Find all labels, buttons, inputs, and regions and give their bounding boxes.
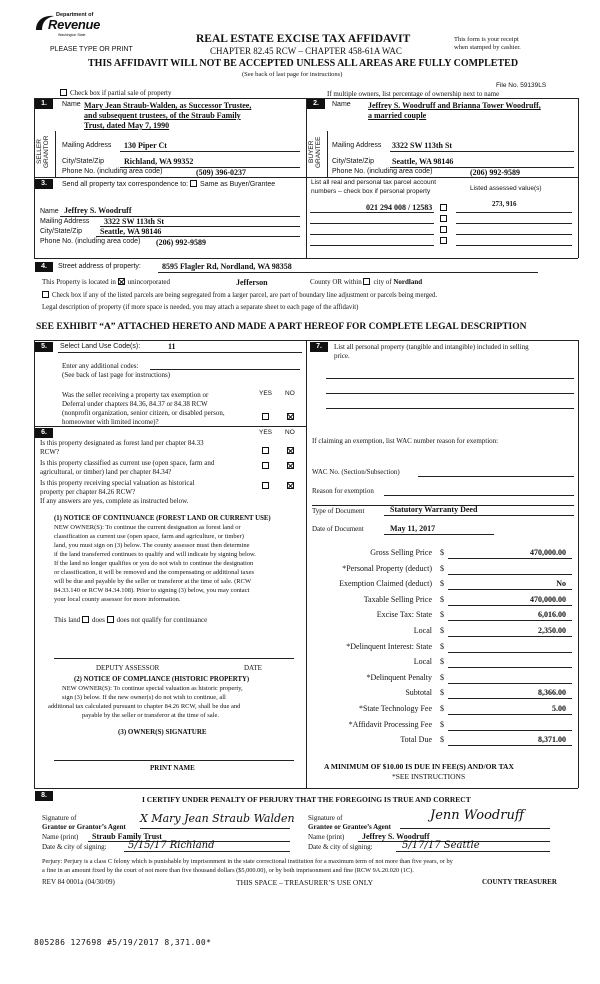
multiple-owners-note: If multiple owners, list percentage of ownership next to name bbox=[327, 90, 500, 98]
historic-yes-checkbox[interactable] bbox=[262, 481, 272, 490]
tax-row-value[interactable]: 8,371.00 bbox=[538, 735, 566, 744]
forest-q-b: RCW? bbox=[40, 448, 60, 456]
logo-line1: Department of bbox=[56, 12, 94, 18]
tax-row-label: Subtotal bbox=[405, 688, 432, 697]
parcel-checkbox-4[interactable] bbox=[440, 236, 450, 245]
deputy-assessor-label: DEPUTY ASSESSOR bbox=[96, 664, 160, 672]
same-as-buyer-checkbox[interactable] bbox=[190, 180, 197, 187]
does-not-checkbox[interactable] bbox=[107, 616, 114, 623]
tax-row-dollar: $ bbox=[440, 626, 444, 635]
this-land-label: This land bbox=[54, 616, 81, 624]
logo-state: Washington State bbox=[58, 33, 86, 37]
unincorporated-checkbox[interactable] bbox=[118, 278, 125, 285]
city-of-text: city of bbox=[373, 278, 392, 286]
notice-1-l8: 84.33.140 or RCW 84.34.108). Prior to signing (3) below, you may contact bbox=[54, 587, 250, 594]
section-5-number: 5. bbox=[35, 342, 53, 352]
historic-no-checkbox[interactable] bbox=[287, 481, 297, 490]
perjury-line-1: Perjury: Perjury is a class C felony which is punishable by imprisonment in the state correctional institution for a maximum term of not more than five years, or by bbox=[42, 858, 453, 865]
seller-phone-label: Phone No. (including area code) bbox=[62, 168, 163, 175]
print-name-label: PRINT NAME bbox=[150, 764, 195, 772]
see-back: (See back of last page for instructions) bbox=[242, 71, 343, 78]
notice-1-l1: NEW OWNER(S): To continue the current designation as forest land or bbox=[54, 524, 241, 531]
buyer-side-label: BUYER GRANTEE bbox=[308, 136, 322, 168]
current-use-no-checkbox[interactable] bbox=[287, 461, 297, 470]
seller-side-label: SELLER GRANTOR bbox=[36, 135, 50, 169]
receipt-note-2: when stamped by cashier. bbox=[454, 44, 521, 51]
seller-name-line3: Trust, dated May 7, 1990 bbox=[84, 121, 170, 130]
file-number: File No. 59139LS bbox=[496, 82, 547, 89]
corr-phone-value[interactable]: (206) 992-9589 bbox=[156, 238, 206, 247]
grantee-agent-label: Grantee or Grantee’s Agent bbox=[308, 823, 392, 831]
warning-banner: THIS AFFIDAVIT WILL NOT BE ACCEPTED UNLESS ALL AREAS ARE FULLY COMPLETED bbox=[88, 58, 519, 69]
tax-row-dollar: $ bbox=[440, 720, 444, 729]
minimum-fee-note: A MINIMUM OF $10.00 IS DUE IN FEE(S) AND/OR TAX bbox=[324, 762, 514, 771]
tax-row-label: Local bbox=[413, 657, 432, 666]
tax-row-dollar: $ bbox=[440, 735, 444, 744]
tax-row-label: *State Technology Fee bbox=[358, 704, 432, 713]
seller-name-label: Name bbox=[62, 101, 81, 108]
seller-city-value[interactable]: Richland, WA 99352 bbox=[124, 157, 194, 166]
buyer-city-label: City/State/Zip bbox=[332, 158, 375, 165]
corr-name-value[interactable]: Jeffrey S. Woodruff bbox=[64, 206, 132, 215]
grantor-name-value[interactable]: Straub Family Trust bbox=[92, 832, 162, 841]
additional-codes-2: (See back of last page for instructions) bbox=[62, 371, 171, 379]
grantee-date-value[interactable]: 5/17/17 Seattle bbox=[402, 840, 480, 851]
tax-row-value[interactable]: 470,000.00 bbox=[530, 595, 566, 604]
exemption-yes-checkbox[interactable] bbox=[262, 412, 272, 421]
date-label: DATE bbox=[244, 664, 262, 672]
section-4-number: 4. bbox=[35, 262, 53, 272]
county-or-label bbox=[310, 278, 422, 286]
perjury-line-2: a fine in an amount fixed by the court of not more than five thousand dollars ($5,000.00), or by both imprisonment and fine (RCW 9A.20.020 (1C). bbox=[42, 867, 414, 874]
notice-1-l6: or classification, it will be removed and the compensating or additional taxes bbox=[54, 569, 254, 576]
tax-row-label: *Affidavit Processing Fee bbox=[348, 720, 432, 729]
notice-2-l2: sign (3) below. If the new owner(s) do not wish to continue, all bbox=[62, 694, 226, 701]
tax-row-label: Taxable Selling Price bbox=[363, 595, 432, 604]
tax-row-dollar: $ bbox=[440, 657, 444, 666]
street-value[interactable]: 8595 Flagler Rd, Nordland, WA 98358 bbox=[162, 262, 292, 271]
current-use-q-b: agricultural, or timber) land per chapter 84.34? bbox=[40, 468, 172, 476]
tax-row-dollar: $ bbox=[440, 548, 444, 557]
tax-row-value[interactable]: No bbox=[556, 579, 566, 588]
seller-mailing-label: Mailing Address bbox=[62, 142, 112, 149]
section-7-number: 7. bbox=[310, 342, 328, 352]
county-or-text: County OR bbox=[310, 278, 343, 286]
exemption-no-checkbox[interactable] bbox=[287, 412, 297, 421]
exemption-q1: Was the seller receiving a property tax exemption or bbox=[62, 391, 209, 399]
seller-mailing-value[interactable]: 130 Piper Ct bbox=[124, 141, 167, 150]
partial-sale-label: Check box if partial sale of property bbox=[70, 89, 172, 97]
tax-row-value[interactable]: 470,000.00 bbox=[530, 548, 566, 557]
grantee-name-value[interactable]: Jeffrey S. Woodruff bbox=[362, 832, 430, 841]
doc-type-label: Type of Document bbox=[312, 507, 365, 515]
historic-q-b: property per chapter 84.26 RCW? bbox=[40, 488, 136, 496]
corr-city-label: City/State/Zip bbox=[40, 228, 83, 235]
notice-1-l3: land, you must sign on (3) below. The county assessor must then determine bbox=[54, 542, 250, 549]
correspondence-label bbox=[62, 180, 275, 188]
grantee-name-label: Name (print) bbox=[308, 833, 345, 841]
doc-date-label: Date of Document bbox=[312, 525, 364, 533]
grantor-date-value[interactable]: 5/15/17 Richland bbox=[128, 840, 215, 851]
tax-row-value[interactable]: 5.00 bbox=[552, 704, 566, 713]
tax-row-dollar: $ bbox=[440, 595, 444, 604]
buyer-city-value[interactable]: Seattle, WA 98146 bbox=[392, 157, 454, 166]
cashier-stamp: 805286 127698 #5/19/2017 8,371.00* bbox=[34, 938, 212, 947]
buyer-name-label: Name bbox=[332, 101, 351, 108]
tax-row-label: *Delinquent Interest: State bbox=[346, 642, 432, 651]
doc-date-value[interactable]: May 11, 2017 bbox=[390, 524, 436, 533]
no-header-6: NO bbox=[285, 429, 295, 436]
notice-2-l1: NEW OWNER(S): To continue special valuation as historic property, bbox=[62, 685, 243, 692]
certify-statement: I CERTIFY UNDER PENALTY OF PERJURY THAT THE FOREGOING IS TRUE AND CORRECT bbox=[142, 795, 471, 804]
city-name-value[interactable]: Nordland bbox=[393, 278, 423, 286]
street-label: Street address of property: bbox=[58, 263, 141, 270]
parcel-checkbox-3[interactable] bbox=[440, 225, 450, 234]
notice-1-l9: your local county assessor for more information. bbox=[54, 596, 181, 603]
tax-row-label: Excise Tax: State bbox=[376, 610, 432, 619]
rev-number: REV 84 0001a (04/30/09) bbox=[42, 878, 115, 886]
notice-1-l7: will be due and payable by the seller or transferor at the time of sale. (RCW bbox=[54, 578, 252, 585]
within-city-checkbox[interactable] bbox=[363, 278, 370, 285]
does-checkbox[interactable] bbox=[82, 616, 89, 623]
does-not-label: does not qualify for continuance bbox=[116, 616, 208, 624]
notice-2-l4: payable by the seller or transferor at the time of sale. bbox=[82, 712, 219, 719]
exemption-claim-label: If claiming an exemption, list WAC number reason for exemption: bbox=[312, 437, 499, 445]
grantee-date-label: Date & city of signing: bbox=[308, 843, 373, 851]
tax-row-label: *Personal Property (deduct) bbox=[342, 564, 432, 573]
partial-sale-box[interactable] bbox=[60, 89, 67, 96]
section-3-number: 3. bbox=[35, 179, 53, 189]
section-8-number: 8. bbox=[35, 791, 53, 801]
form-title: REAL ESTATE EXCISE TAX AFFIDAVIT bbox=[196, 33, 411, 45]
grantor-date-label: Date & city of signing: bbox=[42, 843, 107, 851]
buyer-name-line1: Jeffrey S. Woodruff and Brianna Tower Woodruff, bbox=[368, 101, 541, 110]
notice-2-title: (2) NOTICE OF COMPLIANCE (HISTORIC PROPERTY) bbox=[74, 676, 250, 683]
corr-mailing-label: Mailing Address bbox=[40, 218, 90, 225]
corr-mailing-value[interactable]: 3322 SW 113th St bbox=[104, 217, 165, 226]
continuance-row bbox=[54, 616, 207, 624]
personal-property-label-1: List all personal property (tangible and intangible) included in selling bbox=[334, 343, 529, 351]
revenue-logo bbox=[34, 12, 104, 42]
seller-city-label: City/State/Zip bbox=[62, 158, 105, 165]
does-label: does bbox=[92, 616, 105, 624]
assessed-value[interactable]: 273, 916 bbox=[492, 200, 517, 208]
land-use-label: Select Land Use Code(s): bbox=[60, 343, 141, 350]
unincorporated-label: unincorporated bbox=[127, 278, 171, 286]
additional-codes-1: Enter any additional codes: bbox=[62, 362, 139, 370]
current-use-q-a: Is this property classified as current use (open space, farm and bbox=[40, 459, 215, 467]
forest-no-checkbox[interactable] bbox=[287, 446, 297, 455]
county-treasurer-label: COUNTY TREASURER bbox=[482, 878, 557, 886]
section-2-number: 2. bbox=[307, 99, 325, 109]
county-value[interactable]: Jefferson bbox=[236, 278, 268, 287]
land-use-code[interactable]: 11 bbox=[168, 342, 176, 351]
historic-q-a: Is this property receiving special valuation as historical bbox=[40, 479, 195, 487]
parcel-number[interactable]: 021 294 008 / 12583 bbox=[366, 203, 433, 212]
exhibit-banner: SEE EXHIBIT “A” ATTACHED HERETO AND MADE A PART HEREOF FOR COMPLETE LEGAL DESCRIPTION bbox=[36, 322, 527, 332]
treasurer-space-label: THIS SPACE – TREASURER’S USE ONLY bbox=[236, 878, 373, 887]
tax-row-label: Gross Selling Price bbox=[370, 548, 432, 557]
doc-type-value[interactable]: Statutory Warranty Deed bbox=[390, 505, 478, 514]
tax-row-dollar: $ bbox=[440, 642, 444, 651]
receipt-note-1: This form is your receipt bbox=[454, 36, 519, 43]
tax-row-dollar: $ bbox=[440, 688, 444, 697]
tax-row-label: *Delinquent Penalty bbox=[366, 673, 432, 682]
buyer-mailing-label: Mailing Address bbox=[332, 142, 382, 149]
tax-row-dollar: $ bbox=[440, 564, 444, 573]
corr-name-label: Name bbox=[40, 208, 59, 215]
if-yes-note: If any answers are yes, complete as instructed below. bbox=[40, 497, 189, 505]
grantee-signature[interactable]: Jenn Woodruff bbox=[430, 808, 525, 823]
reason-label: Reason for exemption bbox=[312, 487, 374, 495]
tax-row-value[interactable]: 6,016.00 bbox=[538, 610, 566, 619]
no-header-5: NO bbox=[285, 390, 295, 397]
section-6-number: 6. bbox=[35, 428, 53, 438]
seller-name-line2: and subsequent trustees, of the Straub Family bbox=[84, 111, 241, 120]
logo-word: Revenue bbox=[48, 17, 101, 32]
tax-row-label: Total Due bbox=[400, 735, 432, 744]
seller-name-line1: Mary Jean Straub-Walden, as Successor Trustee, bbox=[84, 101, 252, 110]
forest-q-a: Is this property designated as forest land per chapter 84.33 bbox=[40, 439, 204, 447]
parcel-label-2: numbers – check box if personal property bbox=[311, 188, 431, 195]
exemption-q2: Deferral under chapters 84.36, 84.37 or 84.38 RCW bbox=[62, 400, 208, 408]
parcel-checkbox-2[interactable] bbox=[440, 214, 450, 223]
see-instructions-note: *SEE INSTRUCTIONS bbox=[392, 772, 466, 781]
located-label: This Property is located in bbox=[42, 278, 116, 286]
same-as-buyer-label: Same as Buyer/Grantee bbox=[200, 181, 276, 188]
tax-row-dollar: $ bbox=[440, 579, 444, 588]
notice-1-l4: if the land transferred continues to qualify and will indicate by signing below. bbox=[54, 551, 256, 558]
please-type: PLEASE TYPE OR PRINT bbox=[50, 46, 133, 53]
notice-1-l5: If the land no longer qualifies or you do not wish to continue the designation bbox=[54, 560, 254, 567]
wac-label: WAC No. (Section/Subsection) bbox=[312, 468, 400, 476]
buyer-phone-value[interactable]: (206) 992-9589 bbox=[470, 168, 520, 177]
buyer-mailing-value[interactable]: 3322 SW 113th St bbox=[392, 141, 453, 150]
current-use-yes-checkbox[interactable] bbox=[262, 461, 272, 470]
forest-yes-checkbox[interactable] bbox=[262, 446, 272, 455]
tax-row-label: Exemption Claimed (deduct) bbox=[339, 579, 432, 588]
owner-signature-label: (3) OWNER(S) SIGNATURE bbox=[118, 728, 207, 736]
exemption-q3: (nonprofit organization, senior citizen, or disabled person, bbox=[62, 409, 225, 417]
buyer-name-line2: a married couple bbox=[368, 111, 427, 120]
grantor-sig-label-1: Signature of bbox=[42, 814, 77, 822]
buyer-phone-label: Phone No. (including area code) bbox=[332, 168, 433, 175]
tax-row-dollar: $ bbox=[440, 610, 444, 619]
grantor-agent-label: Grantor or Grantor’s Agent bbox=[42, 823, 126, 831]
located-row bbox=[42, 278, 170, 286]
partial-sale-checkbox[interactable] bbox=[60, 89, 171, 97]
yes-header-6: YES bbox=[259, 429, 273, 436]
notice-2-l3: additional tax calculated pursuant to chapter 84.26 RCW, shall be due and bbox=[48, 703, 241, 710]
parcel-checkbox-1[interactable] bbox=[440, 203, 450, 212]
tax-row-label: Local bbox=[413, 626, 432, 635]
segregated-row bbox=[42, 291, 437, 299]
tax-row-dollar: $ bbox=[440, 704, 444, 713]
tax-row-value[interactable]: 2,350.00 bbox=[538, 626, 566, 635]
tax-row-value[interactable]: 8,366.00 bbox=[538, 688, 566, 697]
notice-1-title: (1) NOTICE OF CONTINUANCE (FOREST LAND OR CURRENT USE) bbox=[54, 515, 271, 522]
grantee-sig-label-1: Signature of bbox=[308, 814, 343, 822]
seller-phone-value[interactable]: (509) 396-0237 bbox=[196, 168, 246, 177]
exemption-q4: homeowner with limited income)? bbox=[62, 418, 159, 426]
grantor-signature[interactable]: X Mary Jean Straub Walden bbox=[140, 812, 295, 825]
correspondence-label-text: Send all property tax correspondence to: bbox=[62, 181, 189, 188]
grantor-name-label: Name (print) bbox=[42, 833, 79, 841]
legal-description-label: Legal description of property (if more space is needed, you may attach a separate sheet to each page of the affidavit) bbox=[42, 304, 359, 311]
assessed-label: Listed assessed value(s) bbox=[470, 185, 542, 192]
personal-property-label-2: price. bbox=[334, 352, 350, 360]
form-chapter: CHAPTER 82.45 RCW – CHAPTER 458-61A WAC bbox=[210, 46, 402, 56]
within-text: within bbox=[343, 278, 362, 286]
notice-1-l2: classification as current use (open space, farm and agriculture, or timber) bbox=[54, 533, 244, 540]
tax-row-dollar: $ bbox=[440, 673, 444, 682]
segregated-checkbox[interactable] bbox=[42, 291, 49, 298]
yes-header-5: YES bbox=[259, 390, 273, 397]
parcel-label-1: List all real and personal tax parcel account bbox=[311, 179, 437, 186]
section-1-number: 1. bbox=[35, 99, 53, 109]
corr-phone-label: Phone No. (including area code) bbox=[40, 238, 141, 245]
corr-city-value[interactable]: Seattle, WA 98146 bbox=[100, 227, 162, 236]
segregated-label: Check box if any of the listed parcels are being segregated from a larger parcel, are part of boundary line adjustment or parcels being merged. bbox=[52, 292, 438, 299]
